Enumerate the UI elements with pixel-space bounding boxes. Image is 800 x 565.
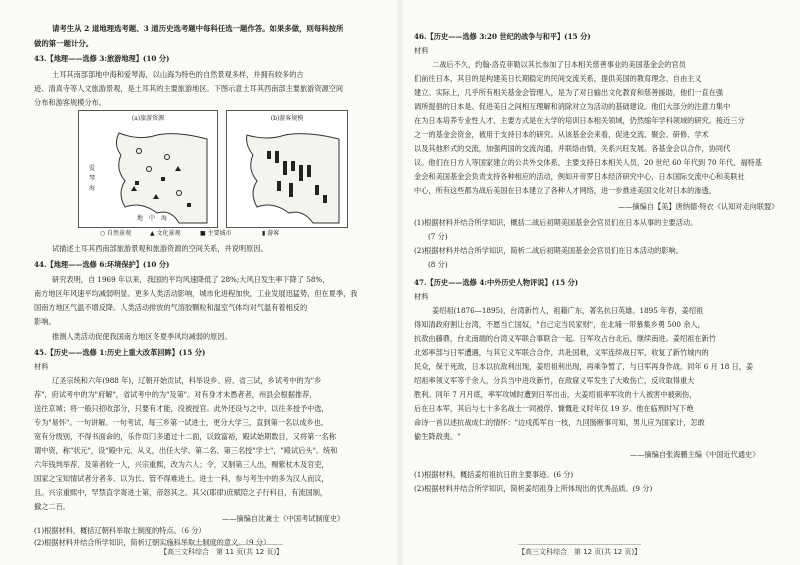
intro-line-1: 请考生从 2 道地理选考题、3 道历史选考题中每科任选一题作答。如果多做，则每科按所 — [52, 24, 344, 33]
map-b-visitor-scale — [226, 110, 348, 228]
q47-material-label: 材料 — [414, 292, 429, 301]
left-page-footer: 【高三文科综合 第 11 页(共 12 页)】 — [160, 544, 283, 557]
q44-body-line: 南方地区年风速平均减弱明显。更多人类活动影响，城市化进程加快，工业发展迅猛势，但在夏季，我 — [34, 289, 358, 298]
place-label: 海 — [161, 215, 168, 222]
q46-task-1: (1)根据材料并结合所学知识，概括二战后初期美国基金会官员们在日本从事的主要活动。 — [414, 218, 698, 227]
q46-heading: 46.【历史——选修 3:20 世纪的战争与和平】(15 分) — [414, 32, 591, 41]
q46-body-line: 中心，所有这些都为战后美国在日本建立了各种人才网络，进一步推进美国文化对日本的渗透。 — [414, 186, 716, 195]
q46-source: ——摘编自【美】唐纳德·特衣《认知对走向联盟》 — [618, 202, 779, 211]
place-label: 琴 — [89, 175, 96, 182]
q45-task-2: (2)根据材料并结合所学知识，简析辽朝实施科举取士制度的意义。（9 分） — [34, 538, 271, 547]
q45-body-line: 撤之二百。 — [34, 502, 70, 511]
legend-natural-landscape: ○ 自然景观 — [100, 230, 132, 237]
q47-task-1: (1)根据材料，概括姜绍祖抗日的主要事迹。(6 分) — [414, 470, 574, 479]
place-label: 中 — [149, 215, 156, 222]
right-page-footer: 【高三文科综合 第 12 页(共 12 页)】 — [518, 544, 641, 557]
q46-body-line: 议。他们在日方人等国家建立的公共外交体系，主要支持日本相关人员，20 世纪 60 年代到 70 年代，福特基 — [414, 158, 762, 167]
q47-body-line: 得知清政府割让台湾，不愿当亡国奴，"自己定当民家财"，在北埔一带慕集乡勇 500 余人， — [414, 320, 705, 329]
map-a-drawing — [79, 111, 217, 227]
q45-body-line: 六年钱判举荐、及第者较一人，兴宗重熙，改为六人；令，又制第三人出，赐紫杖木及官吏， — [34, 460, 329, 469]
q43-body-line: 土耳其南部部地中海和爱琴海，以山海为特色的自然景观多样，并拥有较多的古 — [52, 70, 304, 79]
place-label: 地 — [137, 215, 144, 222]
q47-body-line: 后在日本军，其后与七十多名战士一同被俘，慷慨赴义时年仅 19 岁。他在临刑时写下绝 — [414, 404, 694, 413]
right-page — [400, 0, 800, 565]
q46-body-line: 之一的基金会资金，被用于支持日本的研究。从该基金会来看，促进交流、聚会、研修、学术 — [414, 130, 709, 139]
q47-body-line: 胜利。同年 7 月月底，率军攻城时遭到日军出击，大姜绍祖率军攻的十人被害中被刺伤， — [414, 390, 697, 399]
q46-body-line: 金会和美国基金会负责支持各种相应的活动，例如开帝罗日本经济研究中心，日本国际交流中心和美联社 — [414, 172, 745, 181]
q46-body-line: 以及其他形式的交流，加强两国的交流沟通，并联络由情，关系兴旺发展。各基金会以合作，协同代 — [414, 144, 731, 153]
place-label: 爱 — [89, 165, 96, 172]
q46-body-line: 们前往日本，其目的是构建美日长期稳定的民间交流关系，提供美国的教育理念、自由主义 — [414, 74, 702, 83]
place-label: 海 — [89, 185, 96, 192]
q46-task-1-points: (7 分) — [428, 232, 448, 241]
q45-body-line: 国家之宝知情试者分者多、以为长、管不得难进士。进士一科，参与考生中的多为汉人而议， — [34, 474, 329, 483]
q44-body-line: 国南方地区气温不增反降。人类活动排放的气溶胶颗粒和温室气体均对气温有着相反的 — [34, 303, 308, 312]
q43-body-line: 迹、清真寺等人文旅游景观，是土耳其的主要旅游地区。下图示意土耳其西南部主要旅游资源空间 — [34, 84, 344, 93]
legend-cultural-landscape: ▲ 文化景观 — [150, 230, 181, 237]
map-b-title: (b)游客规模 — [270, 115, 304, 122]
q47-body-line: 民众，保于死敌，日本以抗敌利出现，姜绍祖利出现，再乘争暂了，与日军再身作战。同年 6 月 18 日，姜 — [414, 362, 754, 371]
q44-task: 推测人类活动促使我国南方地区冬夏季风均减弱的原因。 — [52, 332, 232, 341]
q46-body-line: 二战后不久，约翰·洛克菲勒以其长参加了日本相关慈善事业的美国基金会的官员 — [432, 60, 686, 69]
q46-task-2: (2)根据材料并结合所学知识，简析二战后初期美国基金会官员们在日本活动的影响。 — [414, 246, 683, 255]
q47-body-line: 北郊率部与日军遭遇，与其它义军联合合作，共赴国难，义军连续战日军，收复了新竹城内的 — [414, 348, 709, 357]
q43-body-line: 分布和游客规模分布。 — [34, 98, 106, 107]
q47-body-line: 命诗一首以述抗战成仁的情怀："边戍孤军自一枝，九回肠断事可知，男儿应为国家计，怎敢 — [414, 418, 705, 427]
q47-body-line: 抗敌由藤鼎，台北南端的台湾义军联合事联合一起。日军攻占台北后，继续南进。姜绍祖在新竹 — [414, 334, 716, 343]
q43-heading: 43.【地理——选修 3:旅游地理】(10 分) — [34, 54, 170, 63]
q46-material-label: 材料 — [414, 46, 429, 55]
q45-source: ——摘编自沈兼士《中国考试制度史》 — [222, 514, 345, 523]
q44-heading: 44.【地理——选修 6:环境保护】(10 分) — [34, 260, 170, 269]
q45-material-label: 材料 — [34, 362, 49, 371]
q47-body-line: 偷生降敌夷。" — [414, 432, 461, 441]
q43-task: 试描述土耳其西南部旅游景观和旅游资源的空间关系，并说明原因。 — [52, 244, 268, 253]
q45-body-line: 谓中资，称"状元"，设"殿中元、从义，出任大学、第二名、第三名授"学士"，"殿试后头"。统和 — [34, 446, 338, 455]
legend-label: 自然景观 — [107, 230, 132, 237]
legend-major-city: ■ 主要城市 — [200, 230, 232, 237]
q45-task-1: (1)根据材料，概括辽朝科举取士制度的特点。（6 分） — [34, 526, 206, 535]
q47-task-2: (2)根据材料并结合所学知识，简析姜绍祖身上所体现出的优秀品质。(9 分) — [414, 484, 653, 493]
legend-visitors: ▮ 游客 — [262, 230, 280, 237]
legend-label: 主要城市 — [207, 230, 232, 237]
q46-task-2-points: (8 分) — [428, 260, 448, 269]
legend-label: 文化景观 — [156, 230, 181, 237]
map-b-drawing — [227, 111, 347, 227]
q45-body-line: 送往京城；将一般只招收部分，只要有才能，没被授官。此外还设与之中，以往多授予中选， — [34, 404, 329, 413]
q46-body-line: 调所提倡的日本是、促进美日之间相互理解和消除对立为活动的基础建设。他们大部分的注意力集中 — [414, 102, 731, 111]
map-a-tourism-resources — [78, 110, 218, 228]
q45-body-line: 辽圣宗统和六年(988 年)，辽朝开始贡试，科举设乡、府、省三试，乡试考中的为"乡 — [52, 376, 322, 385]
q47-source: ——摘编自张海鹏主编《中国近代通史》 — [630, 450, 760, 459]
q44-body-line: 影响。 — [34, 317, 56, 326]
q47-body-line: 姜绍祖(1876—1895)，台湾新竹人，祖籍广东，著名抗日英雄。1895 年春，姜绍祖 — [432, 306, 704, 315]
q45-body-line: 荐"，府试考中的为"府解"，省试考中的为"及第"。对有身才未愚者者，州县会根据推荐， — [34, 390, 317, 399]
q45-body-line: 且。兴宗重熙中，罕禁直学寄进士第，帝怒其之。其父(耶律)庶赋陪之子行科目，有流国制， — [34, 488, 328, 497]
q46-body-line: 建立。实际上，几乎所有相关基金会管理人，是为了对日输出文化教育和慈善援助，他们一直在强 — [414, 88, 724, 97]
q46-body-line: 在为日本培养专业性人才，主要方式是在大学的培训日本相关领域，仍然缩年学科领域的研究。接近三分 — [414, 116, 745, 125]
q47-body-line: 绍祖率领义军等千余人，分兵当中进攻新竹，在敌窟义军发生了大败伤亡，反攻取得重大 — [414, 376, 695, 385]
q47-heading: 47.【历史——选修 4:中外历史人物评说】(15 分) — [414, 278, 579, 287]
intro-line-2: 做的第一题计分。 — [34, 39, 94, 48]
q44-body-line: 研究表明，自 1969 年以来，我国的平均风速降低了 28%;大风日发生率下降了 58%， — [52, 275, 330, 284]
q45-heading: 45.【历史——选修 1:历史上重大改革回眸】(15 分) — [34, 348, 206, 357]
q45-body-line: 宽有分级别，不得书面命的，乐作页门多通过十二面，以致富裕，殿试始期数目，又将第一名称 — [34, 432, 336, 441]
legend-label: 游客 — [267, 230, 280, 237]
map-a-title: (a)旅游资源 — [131, 115, 165, 122]
q45-body-line: 专为"易怀"。一句讲解。一句考试，每三乡第一试进士，更分大学三，直到第一名以成乡也、 — [34, 418, 329, 427]
